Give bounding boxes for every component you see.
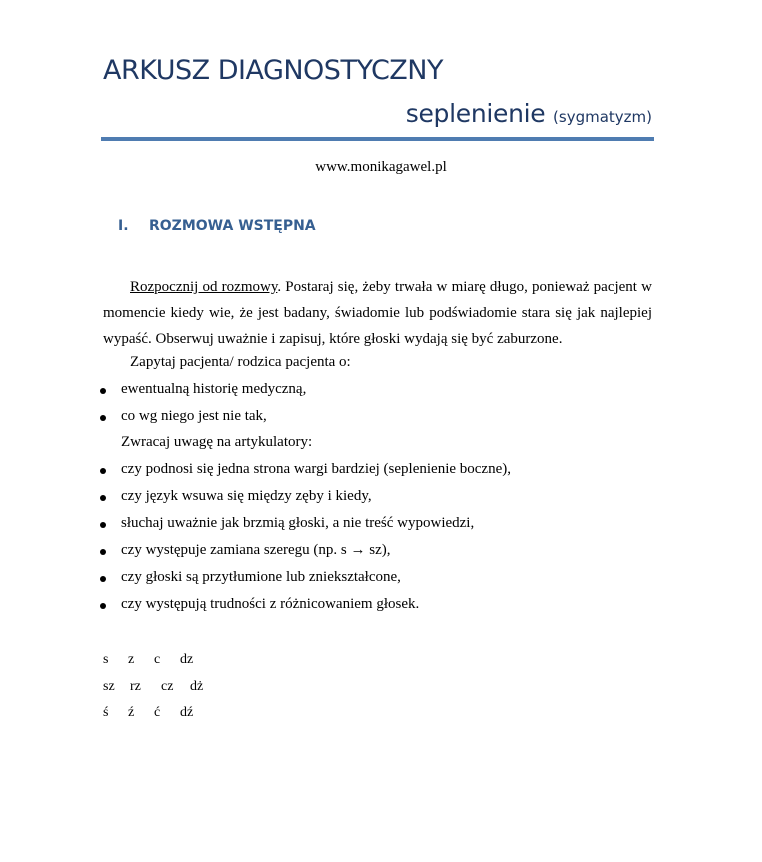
section-heading [118,218,316,234]
phoneme: rz [130,679,141,694]
ask-item: co wg niego jest nie tak, [121,408,267,424]
intro-rest: . Postaraj się, żeby trwała w miarę długo, ponieważ pacjent w momencie kiedy wie, że jest badany, świadomie lub podświadomie stara się jak najlepiej wypaść. Obserwuj uważnie i zapisuj, które głoski wydają się być zaburzone. [103,279,652,347]
intro-underlined: Rozpocznij od rozmowy [130,279,278,295]
phoneme: dz [180,652,194,667]
articulator-item: czy występuje zamiana szeregu (np. s → sz), [121,542,391,558]
phoneme: sz [103,679,115,694]
bullet-icon [100,415,106,421]
ask-intro: Zapytaj pacjenta/ rodzica pacjenta o: [130,354,351,370]
document-subtitle [406,99,652,128]
articulator-item: czy podnosi się jedna strona wargi bardziej (seplenienie boczne), [121,461,511,477]
phoneme: z [128,652,135,667]
phoneme: ź [128,705,135,720]
phoneme: dż [190,679,204,694]
bullet-icon [100,522,106,528]
phoneme: c [154,652,161,667]
website-link[interactable]: www.monikagawel.pl [315,159,447,175]
intro-paragraph [103,274,652,352]
articulator-item: czy występują trudności z różnicowaniem głosek. [121,596,420,612]
articulator-item: czy głoski są przytłumione lub zniekształcone, [121,569,401,585]
bullet-icon [100,468,106,474]
phoneme: cz [161,679,174,694]
bullet-icon [100,576,106,582]
phoneme: s [103,652,109,667]
header-rule [101,137,654,141]
section-number: I. [118,218,129,234]
phoneme: ś [103,705,109,720]
articulators-intro: Zwracaj uwagę na artykulatory: [121,434,313,450]
bullet-icon [100,603,106,609]
phoneme: ć [154,705,161,720]
articulator-item: słuchaj uważnie jak brzmią głoski, a nie treść wypowiedzi, [121,515,475,531]
articulator-item: czy język wsuwa się między zęby i kiedy, [121,488,372,504]
phoneme: dź [180,705,194,720]
subtitle-main: seplenienie [405,99,546,128]
bullet-icon [100,495,106,501]
bullet-icon [100,388,106,394]
subtitle-note: (sygmatyzm) [553,108,652,126]
bullet-icon [100,549,106,555]
document-title: ARKUSZ DIAGNOSTYCZNY [103,55,443,86]
ask-item: ewentualną historię medyczną, [121,381,307,397]
section-title: ROZMOWA WSTĘPNA [149,218,316,234]
